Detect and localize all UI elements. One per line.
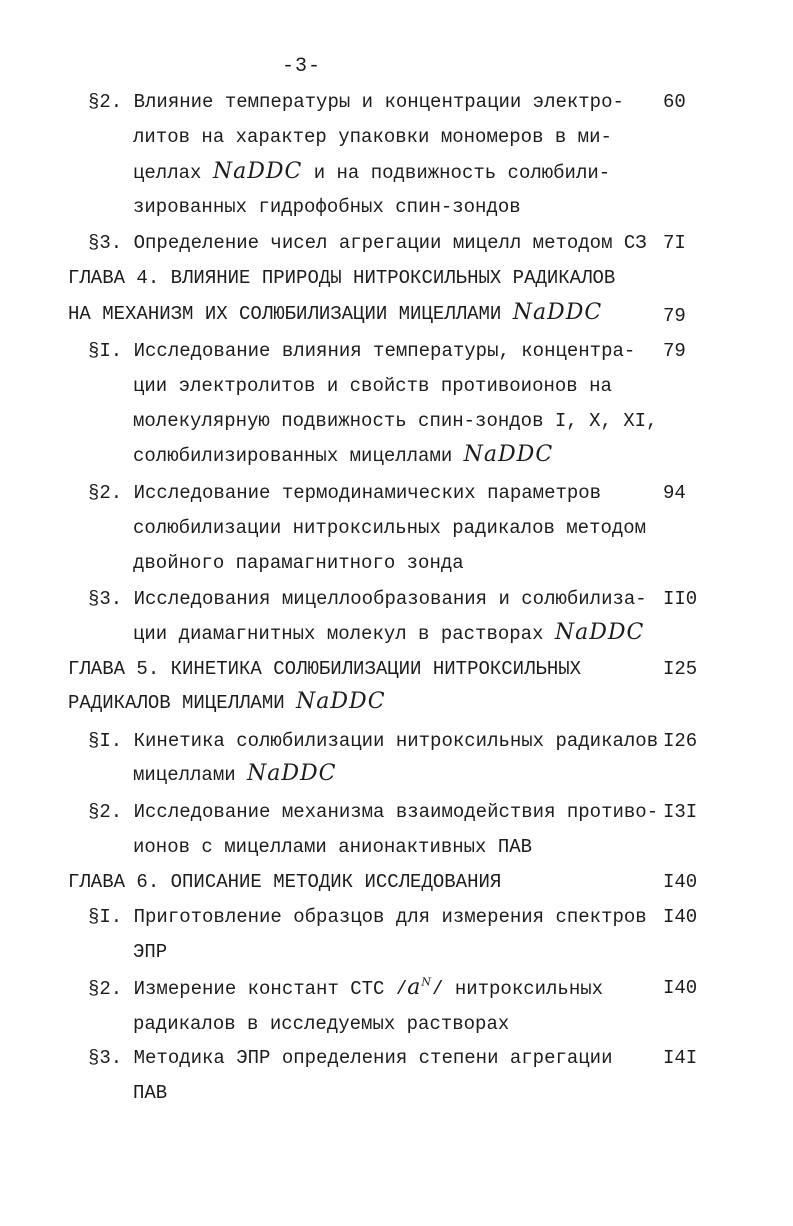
toc-line [133, 621, 644, 646]
page-ref: I40 [663, 871, 698, 893]
page-ref: I40 [663, 977, 698, 999]
toc-text: / нитроксильных [432, 978, 604, 1000]
page-ref: 94 [663, 482, 686, 504]
page-ref: 79 [663, 340, 686, 362]
toc-line: §3. Методика ЭПР определения степени агрегации [88, 1047, 613, 1069]
page-ref: I25 [663, 658, 698, 680]
nadds-formula: NaDDC [463, 442, 554, 467]
chapter-heading: ГЛАВА 6. ОПИСАНИЕ МЕТОДИК ИССЛЕДОВАНИЯ [68, 871, 502, 893]
page-ref: 79 [663, 305, 686, 327]
nadds-formula: NaDDC [212, 159, 303, 184]
page-ref: II0 [663, 588, 698, 610]
page-ref: I3I [663, 801, 698, 823]
toc-line [133, 762, 337, 787]
page-number: -3- [282, 55, 322, 78]
nadds-formula: NaDDC [296, 689, 386, 714]
page-ref: 60 [663, 91, 686, 113]
toc-line: §I. Кинетика солюбилизации нитроксильных радикалов [88, 730, 659, 752]
page-ref: I4I [663, 1047, 698, 1069]
nadds-formula: NaDDC [512, 300, 603, 325]
chapter-heading: ГЛАВА 4. ВЛИЯНИЕ ПРИРОДЫ НИТРОКСИЛЬНЫХ РАДИКАЛОВ [68, 267, 616, 289]
toc-line: §2. Исследование термодинамических параметров [88, 482, 602, 504]
toc-line: радикалов в исследуемых растворах [133, 1013, 510, 1035]
chapter-heading [68, 301, 602, 326]
nadds-formula: NaDDC [554, 620, 645, 645]
toc-line: §3. Определение чисел агрегации мицелл методом СЗ [88, 232, 647, 254]
toc-text: солюбилизированных мицеллами [133, 445, 453, 467]
toc-line: солюбилизации нитроксильных радикалов методом [133, 517, 647, 539]
toc-text: §2. Измерение констант СТС / [88, 978, 408, 1000]
toc-line: зированных гидрофобных спин-зондов [133, 196, 521, 218]
toc-line: молекулярную подвижность спин-зондов I, X, XI, [133, 410, 658, 432]
toc-line: §2. Исследование механизма взаимодействия противо- [88, 801, 659, 823]
toc-line: §I. Приготовление образцов для измерения спектров [88, 906, 647, 928]
toc-line: ЭПР [133, 941, 168, 963]
toc-text: ции диамагнитных молекул в растворах [133, 623, 544, 645]
chapter-heading: ГЛАВА 5. КИНЕТИКА СОЛЮБИЛИЗАЦИИ НИТРОКСИЛЬНЫХ [68, 658, 582, 680]
page-ref: I26 [663, 730, 698, 752]
toc-text: НА МЕХАНИЗМ ИХ СОЛЮБИЛИЗАЦИИ МИЦЕЛЛАМИ [68, 303, 502, 325]
toc-line [133, 160, 610, 185]
toc-text: мицеллами [133, 764, 236, 786]
nadds-formula: NaDDC [247, 761, 337, 786]
hfs-constant-symbol: $a^N$ [407, 975, 433, 1000]
toc-line: §3. Исследования мицеллообразования и солюбилиза- [88, 588, 647, 610]
chapter-heading [68, 690, 386, 715]
toc-line: §2. Влияние температуры и концентрации электро- [88, 91, 624, 113]
page-ref: I40 [663, 906, 698, 928]
toc-text: целлах [133, 162, 202, 184]
toc-line: ионов с мицеллами анионактивных ПАВ [133, 836, 533, 858]
toc-text: и на подвижность солюбили- [313, 162, 611, 184]
toc-text: РАДИКАЛОВ МИЦЕЛЛАМИ [68, 692, 285, 714]
toc-line: ции электролитов и свойств противоионов на [133, 375, 612, 397]
toc-line: двойного парамагнитного зонда [133, 552, 464, 574]
toc-line: литов на характер упаковки мономеров в ми- [133, 126, 612, 148]
toc-line [133, 443, 553, 468]
toc-line: §I. Исследование влияния температуры, концентра- [88, 340, 636, 362]
page-ref: 7I [663, 232, 686, 254]
toc-line: ПАВ [133, 1082, 168, 1104]
toc-line [88, 976, 603, 1001]
